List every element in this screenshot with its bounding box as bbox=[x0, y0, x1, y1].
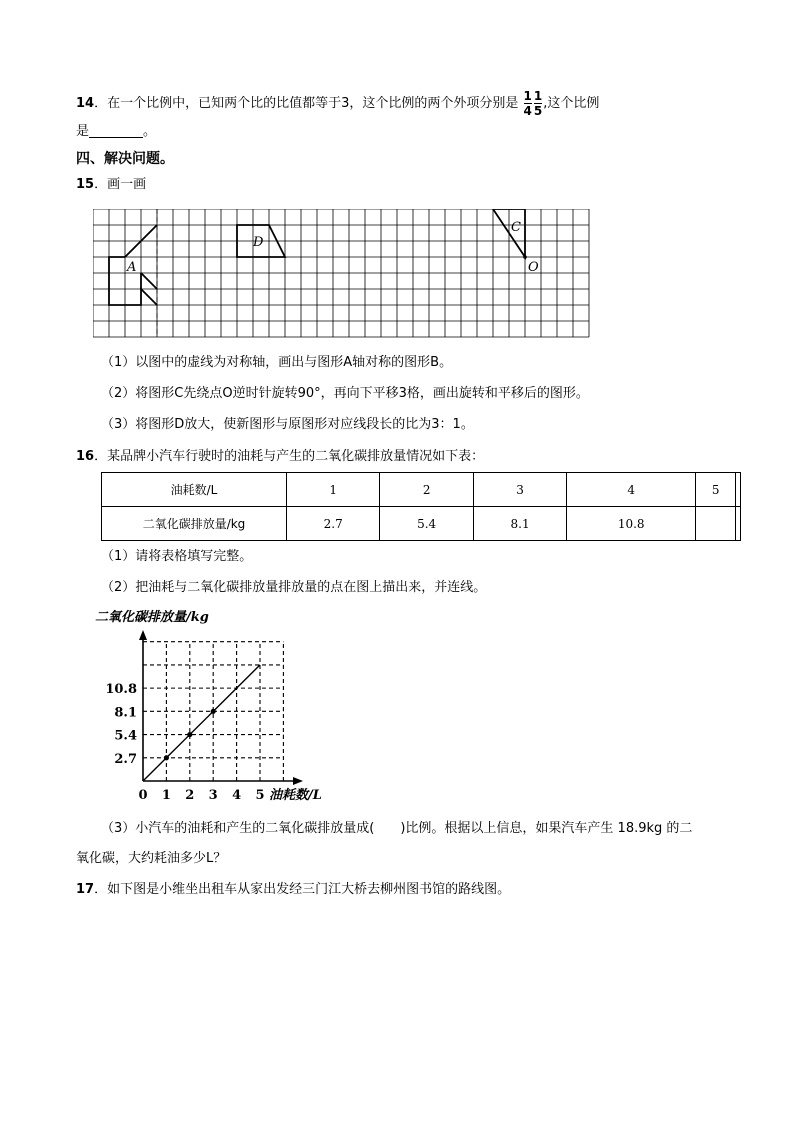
q16-item-1: （1）请将表格填写完整。 bbox=[101, 549, 253, 564]
q14-answer-blank[interactable] bbox=[89, 125, 143, 138]
x-tick-label: 0 bbox=[138, 788, 148, 803]
chart-series bbox=[143, 665, 260, 781]
table-row bbox=[102, 473, 741, 507]
q14-prefix: 是 bbox=[76, 124, 90, 139]
q14-comma: , bbox=[543, 96, 548, 111]
q15-item-3: （3）将图形D放大，使新图形与原图形对应线段长的比为3：1。 bbox=[101, 417, 474, 432]
x-tick-label: 1 bbox=[161, 788, 171, 803]
y-tick-label: 2.7 bbox=[114, 751, 137, 767]
x-tick-label: 3 bbox=[208, 788, 218, 803]
label-o: O bbox=[528, 260, 539, 275]
table-cell-empty[interactable] bbox=[736, 507, 741, 541]
q14-line1 bbox=[76, 90, 599, 117]
y-tick-label: 10.8 bbox=[105, 682, 137, 698]
q15-number: 15 bbox=[76, 177, 95, 192]
x-tick-label: 5 bbox=[255, 788, 265, 803]
q16-item-2: （2）把油耗与二氧化碳排放量排放量的点在图上描出来，并连线。 bbox=[101, 580, 487, 595]
table-cell: 1 bbox=[287, 473, 380, 507]
table-cell: 4 bbox=[567, 473, 696, 507]
q14-fraction-1 bbox=[524, 90, 532, 117]
data-point bbox=[211, 709, 216, 714]
data-point bbox=[164, 755, 169, 760]
table-cell: 5 bbox=[696, 473, 736, 507]
q14-suffix: 。 bbox=[143, 124, 157, 139]
q14-line2 bbox=[76, 125, 156, 138]
q15-item-2: （2）将图形C先绕点O逆时针旋转90°，再向下平移3格，画出旋转和平移后的图形。 bbox=[101, 386, 589, 401]
chart-ylabel: 二氧化碳排放量/kg bbox=[95, 610, 209, 625]
table-cell: 10.8 bbox=[567, 507, 696, 541]
table-cell: 5.4 bbox=[380, 507, 473, 541]
data-point bbox=[187, 732, 192, 737]
data-table bbox=[101, 472, 741, 541]
point-o bbox=[523, 255, 527, 259]
label-a: A bbox=[127, 260, 137, 275]
table-header-co2: 二氧化碳排放量/kg bbox=[102, 507, 287, 541]
shape-a-edge bbox=[141, 273, 157, 289]
table-cell: 2.7 bbox=[287, 507, 380, 541]
q15-grid-figure bbox=[93, 209, 591, 339]
q14-fraction-2 bbox=[534, 90, 542, 117]
fraction-denominator: 5 bbox=[533, 104, 543, 118]
section-title: 四、解决问题。 bbox=[76, 151, 174, 167]
q16-intro-text: ．某品牌小汽车行驶时的油耗与产生的二氧化碳排放量情况如下表： bbox=[94, 449, 485, 464]
q16-item-3-line1: （3）小汽车的油耗和产生的二氧化碳排放量成( )比例。根据以上信息，如果汽车产生 18.9kg 的二 bbox=[101, 821, 693, 836]
label-d: D bbox=[253, 235, 264, 250]
x-tick-label: 4 bbox=[232, 788, 242, 803]
label-c: C bbox=[511, 220, 521, 235]
q17-text-body: ．如下图是小维坐出租车从家出发经三门江大桥去柳州图书馆的路线图。 bbox=[94, 882, 511, 897]
y-tick-label: 8.1 bbox=[114, 705, 137, 721]
table-header-fuel: 油耗数/L bbox=[102, 473, 287, 507]
chart-xlabel: 油耗数/L bbox=[269, 788, 322, 803]
series-line bbox=[143, 665, 260, 781]
q14-text: ．在一个比例中，已知两个比的比值都等于3，这个比例的两个外项分别是 bbox=[94, 96, 519, 111]
fraction-denominator: 4 bbox=[523, 104, 532, 118]
q15-title-text: ．画一画 bbox=[94, 177, 147, 192]
q14-text-after: 这个比例 bbox=[547, 96, 600, 111]
q17-text bbox=[76, 883, 510, 896]
y-tick-label: 5.4 bbox=[114, 728, 137, 744]
table-cell: 2 bbox=[380, 473, 473, 507]
fraction-numerator: 1 bbox=[523, 89, 532, 103]
y-axis-arrow-icon bbox=[139, 630, 147, 640]
chart-axes bbox=[139, 630, 303, 785]
q16-intro bbox=[76, 450, 484, 463]
table-cell: 3 bbox=[473, 473, 566, 507]
q17-number: 17 bbox=[76, 882, 95, 897]
table-row bbox=[102, 507, 741, 541]
table-cell: 8.1 bbox=[473, 507, 566, 541]
q16-item-3-line2: 氧化碳，大约耗油多少L？ bbox=[76, 851, 227, 866]
q16-number: 16 bbox=[76, 449, 95, 464]
q14-number: 14 bbox=[76, 96, 95, 111]
x-tick-label: 2 bbox=[185, 788, 195, 803]
q15-item-1: （1）以图中的虚线为对称轴，画出与图形A轴对称的图形B。 bbox=[101, 355, 453, 370]
x-axis-arrow-icon bbox=[293, 777, 303, 785]
chart-ticks bbox=[105, 682, 264, 803]
q15-title bbox=[76, 178, 146, 191]
fraction-numerator: 1 bbox=[533, 89, 543, 103]
co2-chart bbox=[95, 606, 340, 806]
table-cell-empty[interactable] bbox=[696, 507, 736, 541]
table-cell-empty[interactable] bbox=[736, 473, 741, 507]
